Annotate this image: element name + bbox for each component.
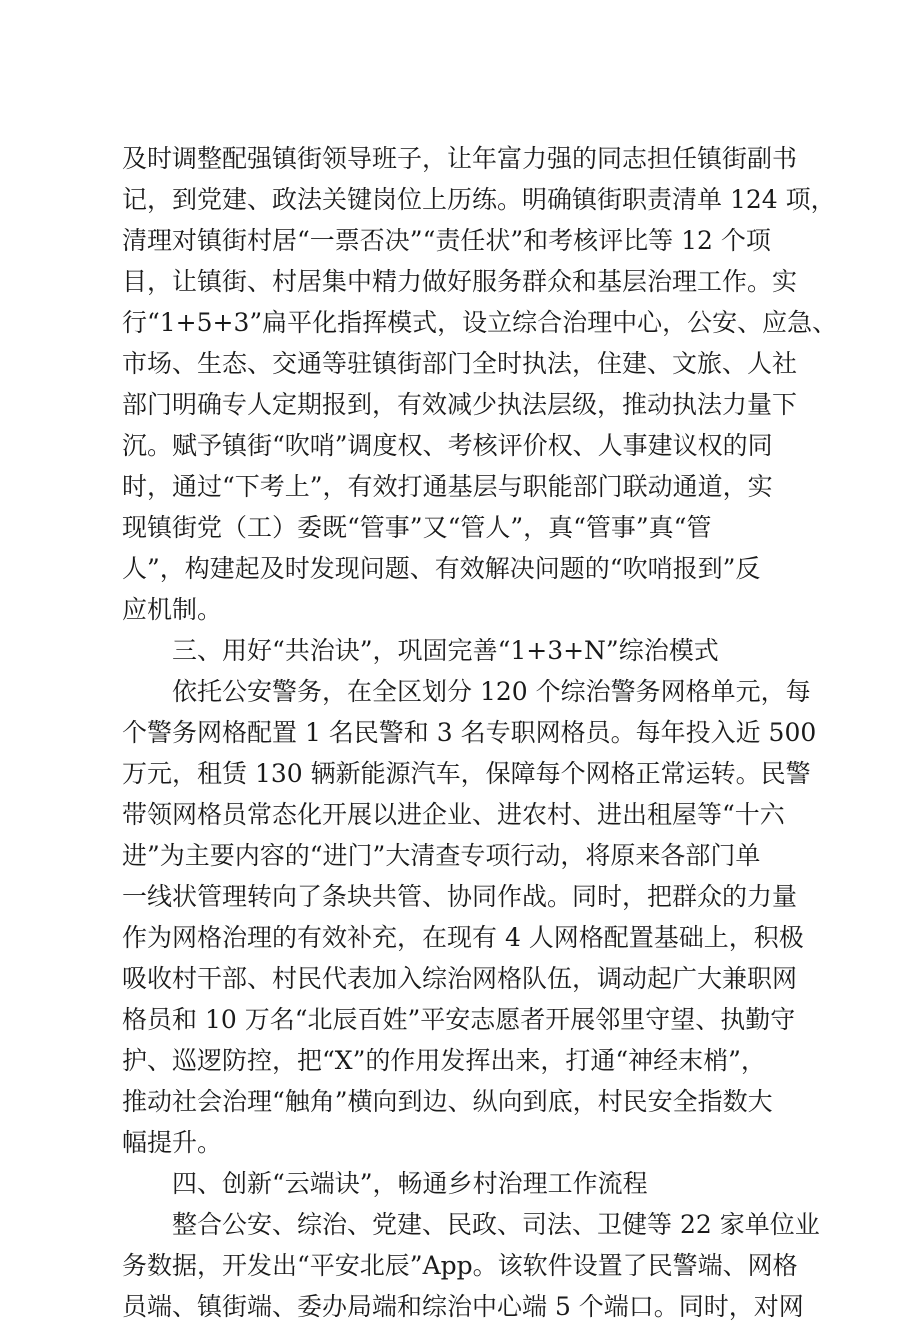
paragraph-line: 应机制。 <box>122 595 223 624</box>
paragraph-line: 员端、镇街端、委办局端和综治中心端 5 个端口。同时，对网 <box>122 1292 804 1321</box>
paragraph-line: 幅提升。 <box>122 1128 223 1157</box>
section-heading: 三、用好“共治诀”，巩固完善“1+3+N”综治模式 <box>172 636 719 665</box>
paragraph-line: 人”，构建起及时发现问题、有效解决问题的“吹哨报到”反 <box>122 554 761 583</box>
paragraph-line: 依托公安警务，在全区划分 120 个综治警务网格单元，每 <box>172 677 811 706</box>
paragraph-line: 现镇街党（工）委既“管事”又“管人”，真“管事”真“管 <box>122 513 712 542</box>
paragraph-line: 目，让镇街、村居集中精力做好服务群众和基层治理工作。实 <box>122 267 798 296</box>
paragraph-line: 沉。赋予镇街“吹哨”调度权、考核评价权、人事建议权的同 <box>122 431 773 460</box>
paragraph-line: 一线状管理转向了条块共管、协同作战。同时，把群众的力量 <box>122 882 798 911</box>
paragraph-line: 格员和 10 万名“北辰百姓”平安志愿者开展邻里守望、执勤守 <box>122 1005 796 1034</box>
section-heading: 四、创新“云端诀”，畅通乡村治理工作流程 <box>172 1169 648 1198</box>
paragraph-line: 务数据，开发出“平安北辰”App。该软件设置了民警端、网格 <box>122 1251 798 1280</box>
paragraph-line: 整合公安、综治、党建、民政、司法、卫健等 22 家单位业 <box>172 1210 820 1239</box>
paragraph-line: 作为网格治理的有效补充，在现有 4 人网格配置基础上，积极 <box>122 923 804 952</box>
paragraph-line: 市场、生态、交通等驻镇街部门全时执法，住建、文旅、人社 <box>122 349 798 378</box>
paragraph-line: 护、巡逻防控，把“X”的作用发挥出来，打通“神经末梢”， <box>122 1046 766 1075</box>
paragraph-line: 部门明确专人定期报到，有效减少执法层级，推动执法力量下 <box>122 390 798 419</box>
paragraph-line: 推动社会治理“触角”横向到边、纵向到底，村民安全指数大 <box>122 1087 773 1116</box>
paragraph-line: 记，到党建、政法关键岗位上历练。明确镇街职责清单 124 项， <box>122 185 836 214</box>
paragraph-line: 及时调整配强镇街领导班子，让年富力强的同志担任镇街副书 <box>122 144 798 173</box>
paragraph-line: 清理对镇街村居“一票否决”“责任状”和考核评比等 12 个项 <box>122 226 771 255</box>
paragraph-line: 万元，租赁 130 辆新能源汽车，保障每个网格正常运转。民警 <box>122 759 811 788</box>
paragraph-line: 时，通过“下考上”，有效打通基层与职能部门联动通道，实 <box>122 472 773 501</box>
paragraph-line: 带领网格员常态化开展以进企业、进农村、进出租屋等“十六 <box>122 800 785 829</box>
paragraph-line: 行“1+5+3”扁平化指挥模式，设立综合治理中心，公安、应急、 <box>122 308 838 337</box>
paragraph-line: 进”为主要内容的“进门”大清查专项行动，将原来各部门单 <box>122 841 761 870</box>
paragraph-line: 吸收村干部、村民代表加入综治网格队伍，调动起广大兼职网 <box>122 964 798 993</box>
paragraph-line: 个警务网格配置 1 名民警和 3 名专职网格员。每年投入近 500 <box>122 718 817 747</box>
